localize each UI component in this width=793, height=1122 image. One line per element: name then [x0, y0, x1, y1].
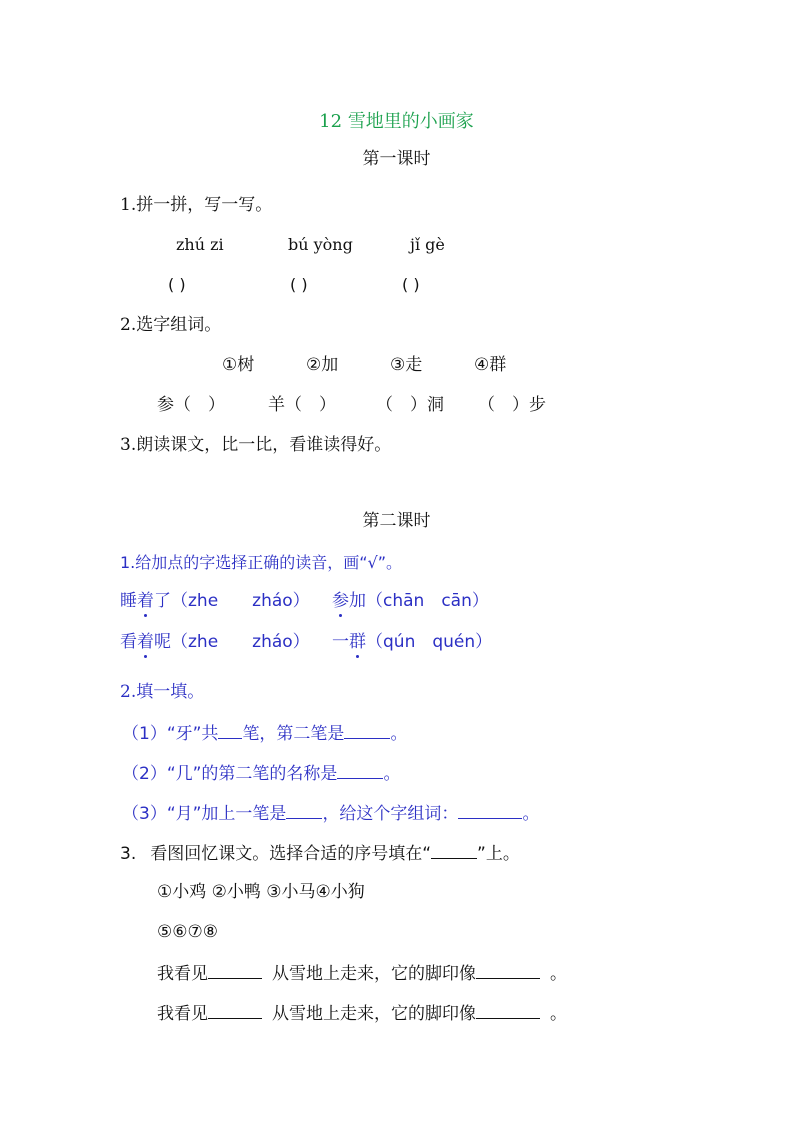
s2-blank-1[interactable] [208, 1002, 262, 1019]
pronunciation-row-2 [120, 631, 310, 653]
page-title [0, 111, 793, 133]
row2b-pre: 一 [332, 632, 349, 652]
pronunciation-row-2b [332, 631, 492, 653]
option-2: ②加 [306, 355, 339, 375]
sentence-1 [157, 962, 567, 985]
s2-b: 从雪地上走来，它的脚印像 [272, 1004, 476, 1024]
fill-item-2 [122, 762, 400, 785]
row2-pre: 看 [120, 632, 137, 652]
q3-text: 朗读课文，比一比，看谁读得好。 [136, 435, 392, 455]
fill-item-3 [122, 802, 539, 825]
fill3-blank-1[interactable] [286, 802, 322, 819]
lesson2-heading: 第二课时 [362, 511, 431, 531]
fill3-b: ，给这个字组词： [322, 804, 459, 824]
answer-blank-1[interactable]: ( ) [168, 275, 186, 294]
row1-dotted-char: 着 [137, 591, 154, 611]
option-4: ④群 [474, 355, 507, 375]
answer-blank-3[interactable]: ( ) [402, 275, 420, 294]
answer-blank-2[interactable]: ( ) [290, 275, 308, 294]
fill1-blank-1[interactable] [218, 722, 242, 739]
fill1-b: 笔，第二笔是 [242, 724, 345, 744]
pinyin-1: zhú zi [176, 235, 224, 254]
s2-a: 我看见 [157, 1004, 208, 1024]
lesson2-q3 [120, 842, 520, 865]
animal-options: ①小鸡 ②小鸭 ③小马④小狗 [157, 882, 365, 902]
fill3-blank-2[interactable] [458, 802, 522, 819]
lesson2-q2-text: 2.填一填。 [120, 682, 205, 702]
fill2-blank[interactable] [337, 762, 383, 779]
pronunciation-row-1 [120, 590, 310, 612]
q2-label: 2. [120, 315, 137, 335]
row2b-options[interactable]: （qún quén） [366, 632, 493, 652]
l2q3-blank[interactable] [431, 842, 477, 859]
fill2-b: 。 [383, 764, 401, 784]
pinyin-2: bú yòng [288, 235, 353, 254]
word-item-3[interactable]: （ ）洞 [376, 395, 444, 415]
fill3-c: 。 [522, 804, 540, 824]
q1-text: 拼一拼，写一写。 [136, 195, 273, 215]
s1-blank-1[interactable] [208, 962, 262, 979]
word-item-2[interactable]: 羊（ ） [268, 395, 336, 415]
s1-b: 从雪地上走来，它的脚印像 [272, 964, 476, 984]
s1-a: 我看见 [157, 964, 208, 984]
sentence-2 [157, 1002, 567, 1025]
q3-label: 3. [120, 435, 137, 455]
lesson1-q2 [120, 314, 221, 336]
pronunciation-row-1b [332, 590, 489, 612]
lesson1-q3 [120, 434, 391, 456]
fill1-c: 。 [390, 724, 408, 744]
fill2-a: （2）“几”的第二笔的名称是 [122, 764, 338, 784]
l2q3-label: 3. [120, 844, 137, 864]
fill1-blank-2[interactable] [344, 722, 390, 739]
title-number: 12 [319, 111, 343, 132]
s1-blank-2[interactable] [476, 962, 540, 979]
lesson1-heading: 第一课时 [362, 149, 431, 169]
title-text: 雪地里的小画家 [347, 111, 474, 132]
lesson1-q1 [120, 194, 272, 216]
row2b-dotted-char: 群 [349, 632, 366, 652]
number-options: ⑤⑥⑦⑧ [157, 922, 218, 942]
option-1: ①树 [222, 355, 255, 375]
word-item-1[interactable]: 参（ ） [157, 395, 225, 415]
q1-label: 1. [120, 195, 137, 215]
s2-c: 。 [550, 1004, 567, 1024]
s1-c: 。 [550, 964, 567, 984]
row1b-dotted-char: 参 [332, 591, 349, 611]
row2-options[interactable]: 呢（zhe zháo） [154, 632, 310, 652]
row1-pre: 睡 [120, 591, 137, 611]
fill1-a: （1）“牙”共 [122, 724, 219, 744]
l2q3-text-a: 看图回忆课文。选择合适的序号填在“ [150, 844, 432, 864]
q2-text: 选字组词。 [136, 315, 222, 335]
fill3-a: （3）“月”加上一笔是 [122, 804, 287, 824]
row1-options[interactable]: 了（zhe zháo） [154, 591, 310, 611]
option-3: ③走 [390, 355, 423, 375]
pinyin-3: jǐ gè [410, 235, 445, 254]
s2-blank-2[interactable] [476, 1002, 540, 1019]
lesson2-q1-text: 1.给加点的字选择正确的读音，画“√”。 [120, 553, 403, 572]
row1b-options[interactable]: 加（chān cān） [349, 591, 489, 611]
l2q3-text-b: ”上。 [477, 844, 520, 864]
word-item-4[interactable]: （ ）步 [478, 395, 546, 415]
fill-item-1 [122, 722, 407, 745]
row2-dotted-char: 着 [137, 632, 154, 652]
